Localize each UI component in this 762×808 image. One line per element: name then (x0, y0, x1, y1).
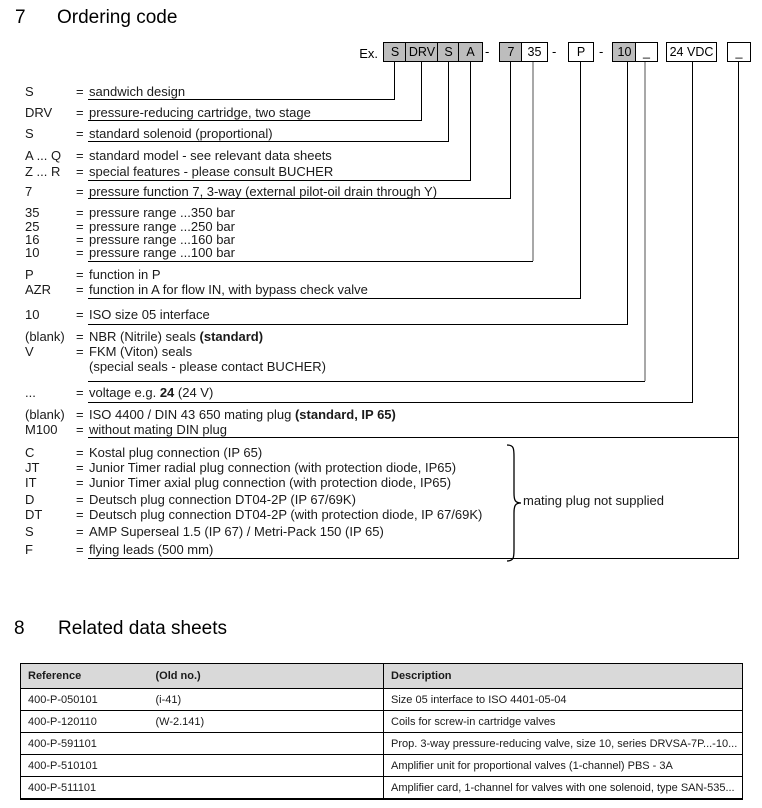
legend-code: AZR (25, 282, 51, 297)
legend-desc: flying leads (500 mm) (89, 542, 214, 557)
legend-code: IT (25, 475, 37, 490)
underline (88, 99, 395, 100)
legend-row: P = function in P (25, 267, 161, 282)
legend-row: 7 = pressure function 7, 3-way (external pilot-oil drain through Y) (25, 184, 438, 199)
legend-desc: function in A for flow IN, with bypass check valve (89, 282, 368, 297)
legend-desc: voltage e.g. 24 (24 V) (89, 385, 214, 400)
cell-old-no: (i-41) (149, 689, 384, 711)
underline (88, 261, 533, 262)
underline (88, 120, 422, 121)
legend-desc: standard solenoid (proportional) (89, 126, 273, 141)
table-row (21, 711, 743, 733)
cell-reference: 400-P-050101 (21, 689, 149, 711)
legend-code: F (25, 542, 33, 557)
code-box-pressure: 35 (521, 42, 548, 62)
legend-row: C = Kostal plug connection (IP 65) (25, 445, 263, 460)
code-box-seals: _ (635, 42, 658, 62)
legend-row: S = standard solenoid (proportional) (25, 126, 273, 141)
legend-row: IT = Junior Timer axial plug connection (with protection diode, IP65) (25, 475, 452, 490)
legend-code: 16 (25, 232, 40, 247)
legend-row: A ... Q = standard model - see relevant data sheets (25, 148, 332, 163)
legend-code: M100 (25, 422, 58, 437)
separator-dash: - (552, 44, 557, 59)
legend-desc: FKM (Viton) seals (89, 344, 193, 359)
legend-row: D = Deutsch plug connection DT04-2P (IP 67/69K) (25, 492, 356, 507)
table-row (21, 689, 743, 711)
legend-desc: (special seals - please contact BUCHER) (89, 359, 326, 374)
section7-number: 7 (15, 7, 26, 28)
connector-line (510, 62, 511, 198)
section8-number: 8 (14, 618, 25, 639)
connector-line (470, 62, 471, 180)
cell-old-no (149, 733, 384, 755)
legend-row: S = sandwich design (25, 84, 186, 99)
legend-row: (blank) = NBR (Nitrile) seals (standard) (25, 329, 264, 344)
legend-desc: pressure-reducing cartridge, two stage (89, 105, 311, 120)
legend-desc: pressure range ...350 bar (89, 205, 235, 220)
cell-description: Amplifier card, 1-channel for valves with one solenoid, type SAN-535... (384, 777, 743, 800)
legend-code: A ... Q (25, 148, 62, 163)
legend-code: ... (25, 385, 36, 400)
legend-code: (blank) (25, 329, 65, 344)
separator-dash: - (485, 44, 490, 59)
legend-desc: NBR (Nitrile) seals (standard) (89, 329, 264, 344)
legend-desc: Junior Timer radial plug connection (with protection diode, IP65) (89, 460, 457, 475)
table-row (21, 777, 743, 800)
legend-desc: without mating DIN plug (89, 422, 228, 437)
code-box-plug: _ (727, 42, 751, 62)
connector-line (421, 62, 422, 120)
legend-code: V (25, 344, 34, 359)
legend-row: F = flying leads (500 mm) (25, 542, 214, 557)
legend-desc: Deutsch plug connection DT04-2P (with protection diode, IP 67/69K) (89, 507, 483, 522)
legend-row: AZR = function in A for flow IN, with bypass check valve (25, 282, 368, 297)
legend-desc: Junior Timer axial plug connection (with protection diode, IP65) (89, 475, 452, 490)
brace-note: mating plug not supplied (523, 493, 664, 508)
legend-row: V = FKM (Viton) seals (25, 344, 193, 359)
section8-title: Related data sheets (58, 618, 228, 639)
cell-description: Coils for screw-in cartridge valves (384, 711, 743, 733)
brace-icon (504, 444, 522, 562)
legend-code: C (25, 445, 35, 460)
underline (88, 381, 645, 382)
code-box-sandwich: S (383, 42, 407, 62)
code-box-cartridge: DRV (405, 42, 439, 62)
legend-code: 25 (25, 219, 40, 234)
connector-line (448, 62, 449, 141)
legend-code: DRV (25, 105, 53, 120)
table-header-row (21, 664, 743, 689)
legend-code: 10 (25, 245, 40, 260)
legend-code: S (25, 126, 34, 141)
legend-desc: special features - please consult BUCHER (89, 164, 334, 179)
related-data-sheets-table (20, 663, 743, 800)
legend-row: 25 = pressure range ...250 bar (25, 219, 235, 234)
legend-row (25, 359, 326, 374)
legend-desc: standard model - see relevant data sheets (89, 148, 332, 163)
legend-row: DRV = pressure-reducing cartridge, two stage (25, 105, 311, 120)
legend-row: (blank) = ISO 4400 / DIN 43 650 mating plug (standard, IP 65) (25, 407, 396, 422)
col-header-reference: Reference (21, 664, 149, 689)
cell-description: Size 05 interface to ISO 4401-05-04 (384, 689, 743, 711)
connector-line (738, 62, 739, 558)
legend-desc: Kostal plug connection (IP 65) (89, 445, 263, 460)
underline (88, 180, 471, 181)
legend-desc: sandwich design (89, 84, 186, 99)
legend-desc: pressure function 7, 3-way (external pilot-oil drain through Y) (89, 184, 438, 199)
code-box-port: P (568, 42, 594, 62)
legend-code: D (25, 492, 35, 507)
underline (88, 437, 739, 438)
legend-desc: ISO size 05 interface (89, 307, 210, 322)
cell-reference: 400-P-120110 (21, 711, 149, 733)
legend-row: Z ... R = special features - please consult BUCHER (25, 164, 334, 179)
col-header-description: Description (384, 664, 743, 689)
underline (88, 141, 449, 142)
legend-row: DT = Deutsch plug connection DT04-2P (with protection diode, IP 67/69K) (25, 507, 483, 522)
legend-code: JT (25, 460, 40, 475)
code-box-function: 7 (499, 42, 523, 62)
legend-desc: Deutsch plug connection DT04-2P (IP 67/69K) (89, 492, 356, 507)
legend-desc: pressure range ...160 bar (89, 232, 235, 247)
cell-reference: 400-P-510101 (21, 755, 149, 777)
legend-code: P (25, 267, 34, 282)
legend-row: 10 = ISO size 05 interface (25, 307, 210, 322)
code-box-solenoid: S (437, 42, 460, 62)
connector-line (692, 62, 693, 402)
legend-code: S (25, 84, 34, 99)
legend-code: 10 (25, 307, 40, 322)
code-box-model: A (458, 42, 483, 62)
underline (88, 558, 739, 559)
underline (88, 402, 693, 403)
col-header-old-no: (Old no.) (149, 664, 384, 689)
legend-row: M100 = without mating DIN plug (25, 422, 228, 437)
code-box-size: 10 (612, 42, 637, 62)
legend-code: 7 (25, 184, 33, 199)
legend-row: 35 = pressure range ...350 bar (25, 205, 235, 220)
cell-reference: 400-P-511101 (21, 777, 149, 800)
cell-old-no (149, 755, 384, 777)
legend-desc: ISO 4400 / DIN 43 650 mating plug (standard, IP 65) (89, 407, 396, 422)
example-label: Ex. (359, 46, 378, 61)
connector-line (580, 62, 581, 298)
section7-title: Ordering code (57, 7, 178, 28)
underline (88, 324, 628, 325)
cell-old-no (149, 777, 384, 800)
underline (88, 298, 581, 299)
legend-code: Z ... R (25, 164, 61, 179)
legend-desc: pressure range ...100 bar (89, 245, 235, 260)
legend-row: 10 = pressure range ...100 bar (25, 245, 235, 260)
code-box-voltage: 24 VDC (666, 42, 717, 62)
legend-code: (blank) (25, 407, 65, 422)
connector-line (627, 62, 628, 324)
legend-row: JT = Junior Timer radial plug connection (with protection diode, IP65) (25, 460, 457, 475)
cell-old-no: (W-2.141) (149, 711, 384, 733)
table-row (21, 755, 743, 777)
cell-description: Amplifier unit for proportional valves (1-channel) PBS - 3A (384, 755, 743, 777)
legend-code: 35 (25, 205, 40, 220)
legend-code: S (25, 524, 34, 539)
connector-line (394, 62, 395, 99)
legend-desc: function in P (89, 267, 161, 282)
legend-code: DT (25, 507, 43, 522)
table-row (21, 733, 743, 755)
legend-row: 16 = pressure range ...160 bar (25, 232, 235, 247)
legend-desc: pressure range ...250 bar (89, 219, 235, 234)
connector-line (644, 62, 646, 381)
separator-dash: - (599, 44, 604, 59)
legend-row: S = AMP Superseal 1.5 (IP 67) / Metri-Pack 150 (IP 65) (25, 524, 384, 539)
cell-description: Prop. 3-way pressure-reducing valve, size 10, series DRVSA-7P...-10... (384, 733, 743, 755)
legend-row: ... = voltage e.g. 24 (24 V) (25, 385, 214, 400)
legend-desc: AMP Superseal 1.5 (IP 67) / Metri-Pack 150 (IP 65) (89, 524, 384, 539)
cell-reference: 400-P-591101 (21, 733, 149, 755)
connector-line (532, 62, 534, 261)
